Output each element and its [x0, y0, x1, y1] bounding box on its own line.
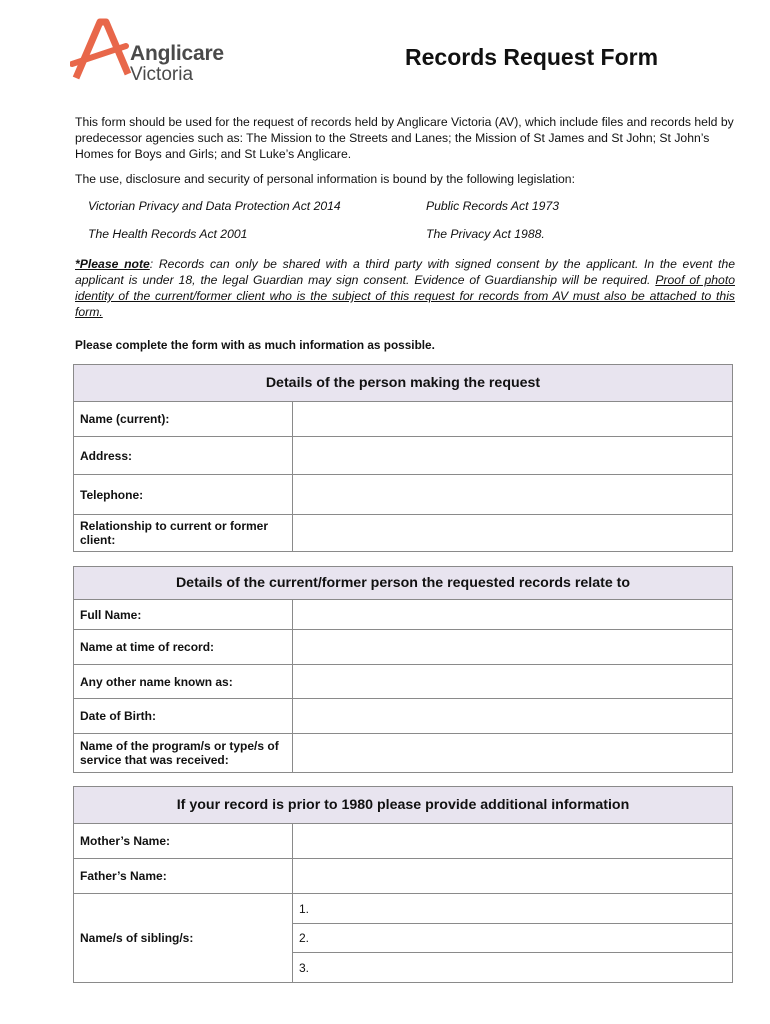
pre-1980-table	[73, 786, 733, 983]
fathers-name-field[interactable]	[293, 859, 733, 894]
telephone-field[interactable]	[293, 475, 733, 515]
address-field[interactable]	[293, 437, 733, 475]
legislation-intro: The use, disclosure and security of personal information is bound by the following legislation:	[75, 172, 575, 186]
label-telephone: Telephone:	[74, 475, 293, 515]
other-name-field[interactable]	[293, 665, 733, 699]
section-heading-requester: Details of the person making the request	[74, 365, 733, 402]
label-fathers-name: Father’s Name:	[74, 859, 293, 894]
label-address: Address:	[74, 437, 293, 475]
logo-text-anglicare: Anglicare	[130, 42, 224, 65]
act-privacy: The Privacy Act 1988.	[426, 227, 545, 241]
client-details-table	[73, 566, 733, 773]
section-heading-client: Details of the current/former person the requested records relate to	[74, 567, 733, 600]
anglicare-a-icon	[70, 18, 132, 84]
label-other-name: Any other name known as:	[74, 665, 293, 699]
label-name-current: Name (current):	[74, 402, 293, 437]
sibling-3-field[interactable]: 3.	[293, 953, 733, 983]
label-full-name: Full Name:	[74, 600, 293, 630]
please-note	[75, 256, 735, 320]
label-siblings: Name/s of sibling/s:	[74, 894, 293, 983]
name-at-time-field[interactable]	[293, 630, 733, 665]
name-current-field[interactable]	[293, 402, 733, 437]
label-name-at-time: Name at time of record:	[74, 630, 293, 665]
requester-details-table	[73, 364, 733, 552]
intro-paragraph: This form should be used for the request of records held by Anglicare Victoria (AV), which include files and records held by predecessor agencies such as: The Mission to the Streets and Lanes; the Mission of St James and St John; St John’s Homes for Boys and Girls; and St Luke’s Anglicare.	[75, 115, 734, 161]
act-privacy-data-protection: Victorian Privacy and Data Protection Act 2014	[88, 199, 341, 213]
program-field[interactable]	[293, 734, 733, 773]
label-program: Name of the program/s or type/s of service that was received:	[74, 734, 293, 773]
page-title: Records Request Form	[405, 44, 659, 70]
label-relationship: Relationship to current or former client:	[74, 515, 293, 552]
date-of-birth-field[interactable]	[293, 699, 733, 734]
relationship-field[interactable]	[293, 515, 733, 552]
mothers-name-field[interactable]	[293, 824, 733, 859]
act-health-records: The Health Records Act 2001	[88, 227, 248, 241]
label-mothers-name: Mother’s Name:	[74, 824, 293, 859]
full-name-field[interactable]	[293, 600, 733, 630]
section-heading-pre-1980: If your record is prior to 1980 please provide additional information	[74, 787, 733, 824]
act-public-records: Public Records Act 1973	[426, 199, 560, 213]
logo-text-victoria: Victoria	[130, 64, 194, 85]
label-date-of-birth: Date of Birth:	[74, 699, 293, 734]
anglicare-logo	[70, 18, 260, 84]
sibling-1-field[interactable]: 1.	[293, 894, 733, 924]
note-label: *Please note	[75, 257, 150, 271]
note-photo-id-requirement: Proof of photo identity of the current/former client who is the subject of this request for records from AV must also be attached to this form.	[75, 273, 735, 319]
form-instruction: Please complete the form with as much information as possible.	[75, 338, 435, 352]
sibling-2-field[interactable]: 2.	[293, 924, 733, 953]
note-text: : Records can only be shared with a third party with signed consent by the applicant. In the event the applicant is under 18, the legal Guardian may sign consent. Evidence of Guardianship will be required.	[75, 257, 735, 287]
